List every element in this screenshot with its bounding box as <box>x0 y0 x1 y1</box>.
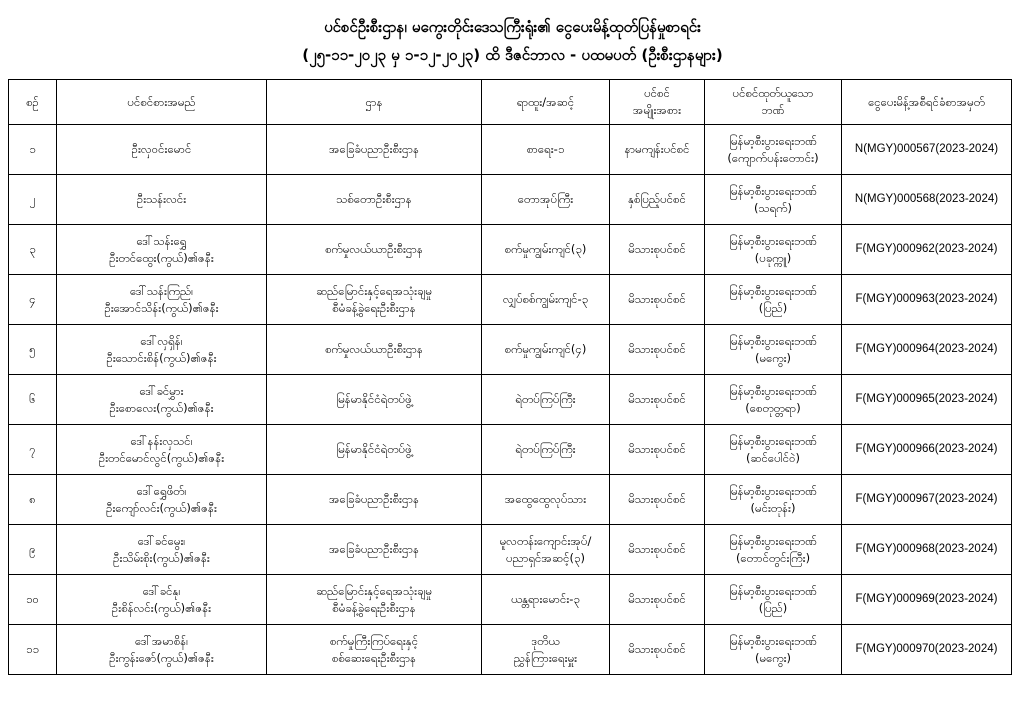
pension-type-cell: မိသားစုပင်စင် <box>610 375 705 425</box>
department-line: သစ်တောဦးစီးဌာန <box>336 192 412 206</box>
pensioner-name-cell <box>57 325 267 375</box>
bank-line: မြန်မာ့စီးပွားရေးဘဏ် <box>729 533 817 548</box>
rank-cell <box>482 225 610 275</box>
bank-line: မြန်မာ့စီးပွားရေးဘဏ် <box>729 583 817 598</box>
department-cell <box>267 275 482 325</box>
pensioner-name-line: ဦးသိမ်းစိုး(ကွယ်)၏ဇနီး <box>113 550 210 565</box>
rank-cell <box>482 275 610 325</box>
pension-type-cell: မိသားစုပင်စင် <box>610 225 705 275</box>
row-no-cell: ၂ <box>9 175 57 225</box>
pensioner-name-line: ဒေါ်ခင်နု၊ <box>142 583 181 598</box>
rank-line: ဒုတိယ <box>531 633 560 648</box>
department-line: စီမံခန့်ခွဲရေးဦးစီးဌာန <box>332 600 416 615</box>
rank-cell <box>482 175 610 225</box>
pensioner-name-line: ဒေါ်ရွှေဖိတ်၊ <box>136 483 187 498</box>
table-row <box>9 125 1012 175</box>
department-cell <box>267 375 482 425</box>
rank-line: မူလတန်းကျောင်းအုပ်/ <box>499 533 592 548</box>
table-row <box>9 375 1012 425</box>
pension-type-cell: မိသားစုပင်စင် <box>610 425 705 475</box>
pension-type-cell: မိသားစုပင်စင် <box>610 325 705 375</box>
department-line: မြန်မာနိုင်ငံရဲတပ်ဖွဲ့ <box>336 442 412 456</box>
department-cell <box>267 175 482 225</box>
department-line: စက်မှုလယ်ယာဦးစီးဌာန <box>325 342 423 356</box>
bank-line: (ဆင်ပေါင်ဝဲ) <box>745 450 801 465</box>
department-line: စီမံခန့်ခွဲရေးဦးစီးဌာန <box>332 300 416 315</box>
row-no-cell: ၉ <box>9 525 57 575</box>
pensioner-name-line: ဦးအောင်သိန်း(ကွယ်)၏ဇနီး <box>104 300 219 315</box>
bank-line: (ကျောက်ပန်းတောင်း) <box>727 150 819 165</box>
department-cell <box>267 575 482 625</box>
row-no-cell: ၈ <box>9 475 57 525</box>
bank-line: မြန်မာ့စီးပွားရေးဘဏ် <box>729 283 817 298</box>
pension-type-cell: မိသားစုပင်စင် <box>610 575 705 625</box>
pensioner-name-line: ဒေါ်လှရှိန်၊ <box>140 333 183 348</box>
pensioner-name-line: ဒေါ်နန်းလှသင်၊ <box>130 433 193 448</box>
rank-cell <box>482 125 610 175</box>
rank-line: စက်မှုကျွမ်းကျင်(၄) <box>504 342 587 356</box>
bank-cell <box>705 275 842 325</box>
payment-order-no-cell: F(MGY)000968(2023-2024) <box>842 525 1012 575</box>
payment-order-no-cell: F(MGY)000964(2023-2024) <box>842 325 1012 375</box>
table-row <box>9 525 1012 575</box>
pensioner-name-line: ဦးလှဝင်းမောင် <box>131 142 192 156</box>
department-cell <box>267 125 482 175</box>
table-row <box>9 425 1012 475</box>
table-row <box>9 275 1012 325</box>
bank-line: မြန်မာ့စီးပွားရေးဘဏ် <box>729 483 817 498</box>
rank-line: စက်မှုကျွမ်းကျင်(၃) <box>504 242 587 256</box>
row-no-cell: ၁ <box>9 125 57 175</box>
bank-cell <box>705 225 842 275</box>
rank-line: တောအုပ်ကြီး <box>517 192 574 206</box>
bank-cell <box>705 125 842 175</box>
payment-order-no-cell: F(MGY)000966(2023-2024) <box>842 425 1012 475</box>
rank-line: စာရေး-၁ <box>526 142 565 156</box>
pensioner-name-cell <box>57 225 267 275</box>
bank-line: (မကွေး) <box>755 350 791 365</box>
table-row <box>9 625 1012 675</box>
pensioner-name-line: ဒေါ်ခင်မွှား <box>139 383 184 398</box>
header-pensioner-name: ပင်စင်စားအမည် <box>57 80 267 125</box>
pensioner-name-line: ဦးတင်ထွေး(ကွယ်)၏ဇနီး <box>109 250 214 265</box>
rank-cell <box>482 475 610 525</box>
pensioner-name-cell <box>57 125 267 175</box>
pensioner-name-line: ဒေါ်သန်းကြည်၊ <box>129 283 194 298</box>
payment-order-no-cell: N(MGY)000567(2023-2024) <box>842 125 1012 175</box>
payment-order-no-cell: F(MGY)000962(2023-2024) <box>842 225 1012 275</box>
bank-line: မြန်မာ့စီးပွားရေးဘဏ် <box>729 233 817 248</box>
pensioner-name-line: ဒေါ်ခင်မွေး၊ <box>137 533 186 548</box>
header-department: ဌာန <box>267 80 482 125</box>
payment-order-no-cell: F(MGY)000965(2023-2024) <box>842 375 1012 425</box>
bank-cell <box>705 475 842 525</box>
header-no: စဉ် <box>9 80 57 125</box>
bank-line: (တောင်တွင်းကြီး) <box>735 550 811 565</box>
pensioner-name-line: ဦးစောလေး(ကွယ်)၏ဇနီး <box>109 400 214 415</box>
pensioner-name-line: ဦးသန်းလင်း <box>136 192 187 206</box>
rank-line: ယန္တရားမောင်း-၃ <box>511 592 580 606</box>
table-row <box>9 225 1012 275</box>
table-header-row <box>9 80 1012 125</box>
pensioner-name-line: ဒေါ်အမာစိန်၊ <box>134 633 189 648</box>
row-no-cell: ၃ <box>9 225 57 275</box>
payment-order-no-cell: F(MGY)000967(2023-2024) <box>842 475 1012 525</box>
pensioner-name-cell <box>57 575 267 625</box>
rank-line: အထွေထွေလုပ်သား <box>504 492 587 506</box>
pension-type-cell: မိသားစုပင်စင် <box>610 475 705 525</box>
department-cell <box>267 425 482 475</box>
bank-cell <box>705 575 842 625</box>
bank-line: မြန်မာ့စီးပွားရေးဘဏ် <box>729 333 817 348</box>
department-cell <box>267 525 482 575</box>
pension-type-cell: နှစ်ပြည့်ပင်စင် <box>610 175 705 225</box>
bank-line: (ပြည်) <box>758 300 788 315</box>
rank-cell <box>482 575 610 625</box>
pensioner-name-line: ဦးကျော်လင်း(ကွယ်)၏ဇနီး <box>106 500 217 515</box>
pensioner-name-cell <box>57 375 267 425</box>
pension-type-cell: မိသားစုပင်စင် <box>610 625 705 675</box>
department-cell <box>267 625 482 675</box>
bank-line: (ပြည်) <box>758 600 788 615</box>
bank-line: (ပခုက္ကူ) <box>754 250 792 265</box>
table-row <box>9 575 1012 625</box>
table-row <box>9 175 1012 225</box>
rank-cell <box>482 325 610 375</box>
department-line: အခြေခံပညာဦးစီးဌာန <box>328 492 420 506</box>
row-no-cell: ၁၀ <box>9 575 57 625</box>
bank-line: (သရက်) <box>754 200 792 215</box>
header-pension-type: ပင်စင် အမျိုးအစား <box>610 80 705 125</box>
payment-order-table <box>8 79 1012 675</box>
pensioner-name-cell <box>57 475 267 525</box>
department-line: မြန်မာနိုင်ငံရဲတပ်ဖွဲ့ <box>336 392 412 406</box>
pensioner-name-cell <box>57 525 267 575</box>
department-line: ဆည်မြောင်းနှင့်ရေအသုံးချမှု <box>316 583 432 598</box>
pensioner-name-line: ဒေါ်သန်းရွှေ <box>136 233 187 248</box>
department-line: စစ်ဆေးရေးဦးစီးဌာန <box>331 650 417 665</box>
payment-order-no-cell: F(MGY)000969(2023-2024) <box>842 575 1012 625</box>
pensioner-name-cell <box>57 625 267 675</box>
pensioner-name-line: ဦးစိန်လင်း(ကွယ်)၏ဇနီး <box>111 600 212 615</box>
row-no-cell: ၅ <box>9 325 57 375</box>
pensioner-name-line: ဦးသောင်းစိန်(ကွယ်)၏ဇနီး <box>106 350 217 365</box>
table-row <box>9 475 1012 525</box>
rank-line: ရဲတပ်ကြပ်ကြီး <box>515 442 576 456</box>
department-cell <box>267 225 482 275</box>
bank-cell <box>705 325 842 375</box>
row-no-cell: ၇ <box>9 425 57 475</box>
department-line: စက်မှုလယ်ယာဦးစီးဌာန <box>325 242 423 256</box>
payment-order-no-cell: N(MGY)000568(2023-2024) <box>842 175 1012 225</box>
pension-type-cell: မိသားစုပင်စင် <box>610 275 705 325</box>
header-payment-order-no: ငွေပေးမိန့်အစီရင်ခံစာအမှတ် <box>842 80 1012 125</box>
payment-order-no-cell: F(MGY)000970(2023-2024) <box>842 625 1012 675</box>
bank-line: မြန်မာ့စီးပွားရေးဘဏ် <box>729 633 817 648</box>
pensioner-name-line: ဦးတင်မောင်လွင်(ကွယ်)၏ဇနီး <box>98 450 225 465</box>
rank-cell <box>482 425 610 475</box>
department-cell <box>267 475 482 525</box>
document-title: ပင်စင်ဦးစီးဌာန၊ မကွေးတိုင်းဒေသကြီးရုံး၏ ငွေပေးမိန့်ထုတ်ပြန်မှုစာရင်း <box>324 18 701 36</box>
rank-cell <box>482 525 610 575</box>
bank-cell <box>705 375 842 425</box>
document-subtitle: (၂၅-၁၁-၂၀၂၃ မှ ၁-၁၂-၂၀၂၃) ထိ ဒီဇင်ဘာလ - ပထမပတ် (ဦးစီးဌာနများ) <box>302 46 723 64</box>
pensioner-name-cell <box>57 175 267 225</box>
department-line: အခြေခံပညာဦးစီးဌာန <box>328 542 420 556</box>
bank-line: မြန်မာ့စီးပွားရေးဘဏ် <box>729 133 817 148</box>
payment-order-no-cell: F(MGY)000963(2023-2024) <box>842 275 1012 325</box>
rank-cell <box>482 625 610 675</box>
rank-line: ပညာရှင်အဆင့်(၃) <box>506 550 585 565</box>
rank-line: ညွှန်ကြားရေးမှူး <box>513 650 578 665</box>
bank-cell <box>705 425 842 475</box>
pensioner-name-line: ဦးကွန်းဇော်(ကွယ်)၏ဇနီး <box>109 650 214 665</box>
table-row <box>9 325 1012 375</box>
department-line: အခြေခံပညာဦးစီးဌာန <box>328 142 420 156</box>
row-no-cell: ၆ <box>9 375 57 425</box>
header-rank: ရာထူး/အဆင့် <box>482 80 610 125</box>
bank-line: မြန်မာ့စီးပွားရေးဘဏ် <box>729 183 817 198</box>
row-no-cell: ၄ <box>9 275 57 325</box>
bank-line: (မင်းတုန်း) <box>750 500 796 515</box>
pensioner-name-cell <box>57 275 267 325</box>
bank-cell <box>705 175 842 225</box>
bank-line: (စေတုတ္တရာ) <box>745 400 801 415</box>
bank-cell <box>705 525 842 575</box>
pension-type-cell: နာမကျန်းပင်စင် <box>610 125 705 175</box>
bank-line: မြန်မာ့စီးပွားရေးဘဏ် <box>729 433 817 448</box>
bank-line: (မကွေး) <box>755 650 791 665</box>
bank-cell <box>705 625 842 675</box>
pensioner-name-cell <box>57 425 267 475</box>
department-line: ဆည်မြောင်းနှင့်ရေအသုံးချမှု <box>316 283 432 298</box>
department-line: စက်မှုကြီးကြပ်ရေးနှင့် <box>329 633 419 648</box>
rank-cell <box>482 375 610 425</box>
department-cell <box>267 325 482 375</box>
rank-line: လျှပ်စစ်ကျွမ်းကျင်-၃ <box>502 292 589 306</box>
bank-line: မြန်မာ့စီးပွားရေးဘဏ် <box>729 383 817 398</box>
header-bank: ပင်စင်ထုတ်ယူသော ဘဏ် <box>705 80 842 125</box>
pension-type-cell: မိသားစုပင်စင် <box>610 525 705 575</box>
rank-line: ရဲတပ်ကြပ်ကြီး <box>515 392 576 406</box>
row-no-cell: ၁၁ <box>9 625 57 675</box>
